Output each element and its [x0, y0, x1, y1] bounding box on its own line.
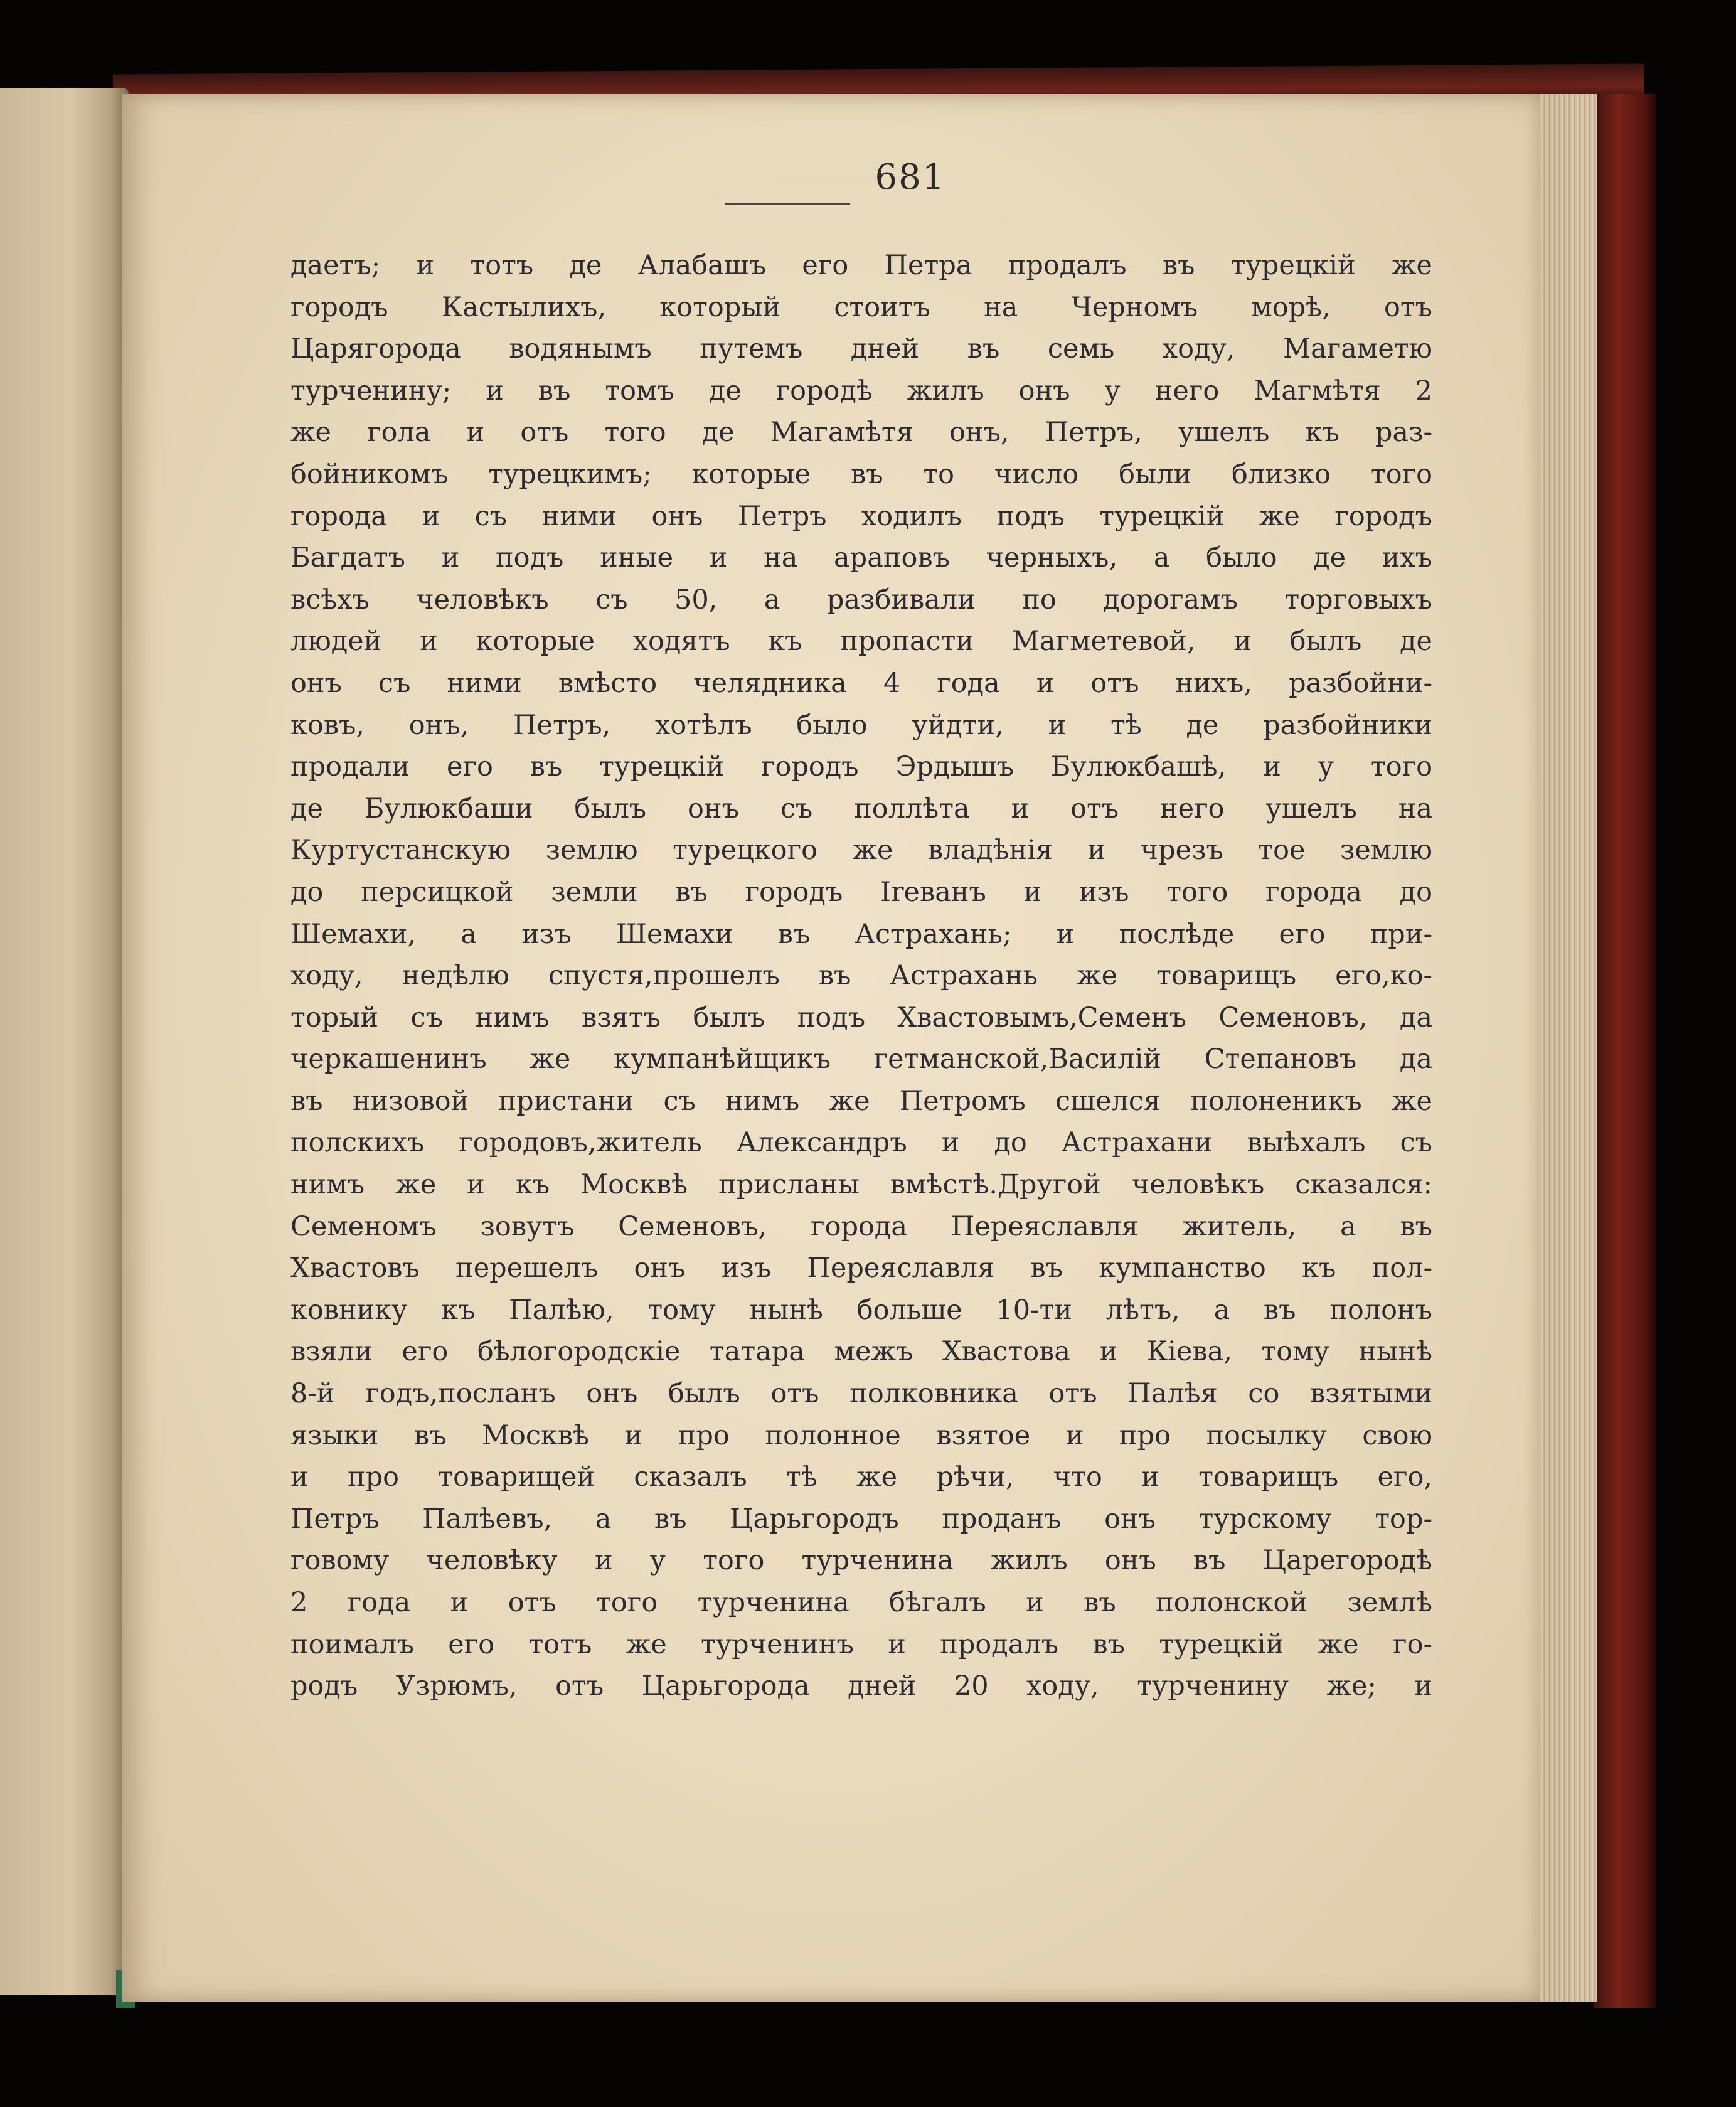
text-line: Багдатъ и подъ иные и на араповъ черныхъ, а было де ихъ: [290, 542, 1432, 574]
page-text: [290, 245, 1432, 1707]
text-line: торый съ нимъ взятъ былъ подъ Хвастовымъ,Семенъ Семеновъ, да: [290, 1001, 1432, 1033]
text-line: полскихъ городовъ,житель Александръ и до Астрахани выѣхалъ съ: [290, 1127, 1432, 1159]
text-line: турченину; и въ томъ де городѣ жилъ онъ у него Магмѣтя 2: [290, 375, 1432, 407]
text-line: всѣхъ человѣкъ съ 50, а разбивали по дорогамъ торговыхъ: [290, 584, 1432, 616]
text-line: ковнику къ Палѣю, тому нынѣ больше 10-ти лѣтъ, а въ полонъ: [290, 1294, 1432, 1326]
text-line: и про товарищей сказалъ тѣ же рѣчи, что и товарищъ его,: [290, 1461, 1432, 1493]
text-line: нимъ же и къ Москвѣ присланы вмѣстѣ.Другой человѣкъ сказался:: [290, 1169, 1432, 1201]
text-line: людей и которые ходятъ къ пропасти Магметевой, и былъ де: [290, 626, 1432, 658]
book-page: [122, 94, 1540, 2002]
text-line: 8-й годъ,посланъ онъ былъ отъ полковника отъ Палѣя со взятыми: [290, 1378, 1432, 1410]
page-number-rule: [725, 203, 850, 205]
text-line: Семеномъ зовутъ Семеновъ, города Переяславля житель, а въ: [290, 1210, 1432, 1242]
text-line: до персицкой земли въ городъ Ireванъ и изъ того города до: [290, 876, 1432, 908]
text-line: въ низовой пристани съ нимъ же Петромъ сшелся полоненикъ же: [290, 1085, 1432, 1117]
text-line: онъ съ ними вмѣсто челядника 4 года и отъ нихъ, разбойни-: [290, 667, 1432, 699]
text-line: поималъ его тотъ же турченинъ и продалъ въ турецкій же го-: [290, 1628, 1432, 1660]
text-line: языки въ Москвѣ и про полонное взятое и про посылку свою: [290, 1419, 1432, 1451]
text-line: Царягорода водянымъ путемъ дней въ семь ходу, Магаметю: [290, 333, 1432, 365]
text-line: Куртустанскую землю турецкого же владѣнія и чрезъ тое землю: [290, 835, 1432, 867]
text-line: ходу, недѣлю спустя,прошелъ въ Астрахань же товарищъ его,ко-: [290, 960, 1432, 992]
page-number: 681: [875, 157, 946, 198]
text-line: ковъ, онъ, Петръ, хотѣлъ было уйдти, и тѣ де разбойники: [290, 709, 1432, 741]
text-line: продали его въ турецкій городъ Эрдышъ Булюкбашѣ, и у того: [290, 751, 1432, 783]
text-line: городъ Кастылихъ, который стоитъ на Черномъ морѣ, отъ: [290, 291, 1432, 323]
text-line: взяли его бѣлогородскіе татара межъ Хвастова и Кіева, тому нынѣ: [290, 1336, 1432, 1368]
text-line: Шемахи, а изъ Шемахи въ Астрахань; и послѣде его при-: [290, 918, 1432, 950]
text-line: де Булюкбаши былъ онъ съ поллѣта и отъ него ушелъ на: [290, 792, 1432, 824]
text-line: говому человѣку и у того турченина жилъ онъ въ Царегородѣ: [290, 1545, 1432, 1577]
text-line: родъ Узрюмъ, отъ Царьгорода дней 20 ходу, турченину же; и: [290, 1670, 1432, 1702]
text-line: же гола и отъ того де Магамѣтя онъ, Петръ, ушелъ къ раз-: [290, 417, 1432, 449]
text-line: Петръ Палѣевъ, а въ Царьгородъ проданъ онъ турскому тор-: [290, 1503, 1432, 1535]
text-line: даетъ; и тотъ де Алабашъ его Петра продалъ въ турецкій же: [290, 250, 1432, 281]
page-stack-edges: [1531, 94, 1597, 2002]
book-cover-right-edge: [1594, 94, 1656, 2008]
text-line: черкашенинъ же кумпанѣйщикъ гетманской,Василій Степановъ да: [290, 1043, 1432, 1075]
text-line: бойникомъ турецкимъ; которые въ то число были близко того: [290, 458, 1432, 490]
left-page-edge: [0, 88, 129, 1995]
text-line: 2 года и отъ того турченина бѣгалъ и въ полонской землѣ: [290, 1587, 1432, 1618]
text-line: города и съ ними онъ Петръ ходилъ подъ турецкій же городъ: [290, 500, 1432, 532]
text-line: Хвастовъ перешелъ онъ изъ Переяславля въ кумпанство къ пол-: [290, 1252, 1432, 1284]
